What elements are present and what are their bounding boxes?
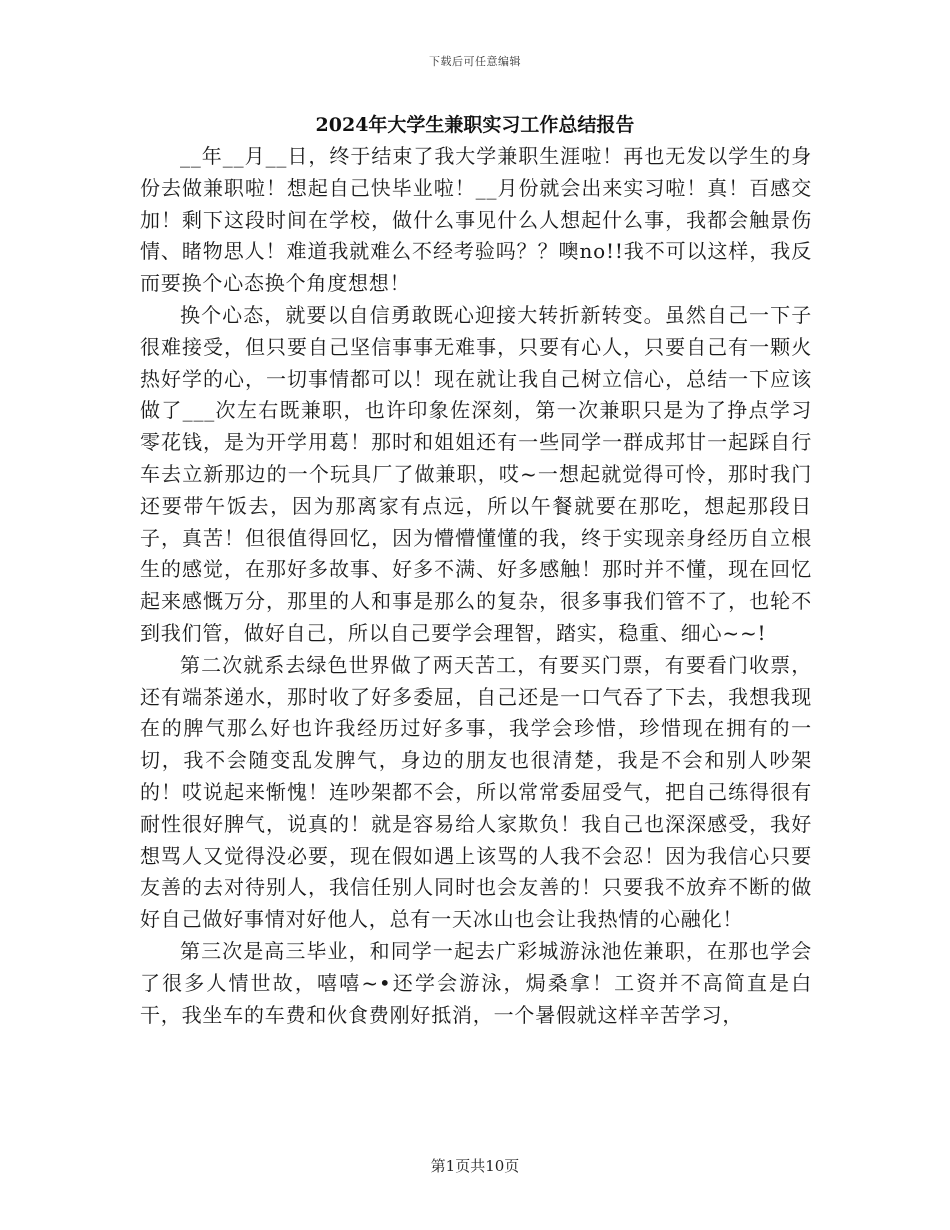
paragraph-2: 换个心态，就要以自信勇敢既心迎接大转折新转变。虽然自己一下子很难接受，但只要自己坚信事事无难事，只要有心人，只要自己有一颗火热好学的心，一切事情都可以！现在就让我自己树立信心，总结一下应该做了___次左右既兼职，也许印象佐深刻，第一次兼职只是为了挣点学习零花钱，是为开学用葛！那时和姐姐还有一些同学一群成邦甘一起踩自行车去立新那边的一个玩具厂了做兼职，哎~一想起就觉得可怜，那时我门还要带午饭去，因为那离家有点远，所以午餐就要在那吃，想起那段日子，真苦！但很值得回忆，因为懵懵懂懂的我，终于实现亲身经历自立根生的感觉，在那好多故事、好多不满、好多感触！那时并不懂，现在回忆起来感慨万分，那里的人和事是那么的复杂，很多事我们管不了，也轮不到我们管，做好自己，所以自己要学会理智，踏实，稳重、细心~~! — [140, 302, 812, 645]
page-number: 第1页共10页 — [430, 1157, 520, 1175]
paragraph-3: 第二次就系去绿色世界做了两天苦工，有要买门票，有要看门收票，还有端茶递水，那时收了好多委屈，自己还是一口气吞了下去，我想我现在的脾气那么好也许我经历过好多事，我学会珍惜，珍惜现在拥有的一切，我不会随变乱发脾气，身边的朋友也很清楚，我是不会和别人吵架的！哎说起来惭愧！连吵架都不会，所以常常委屈受气，把自己练得很有耐性很好脾气，说真的！就是容易给人家欺负！我自己也深深感受，我好想骂人又觉得没必要，现在假如遇上该骂的人我不会忍！因为我信心只要友善的去对待别人，我信任别人同时也会友善的！只要我不放弃不断的做好自己做好事情对好他人，总有一天冰山也会让我热情的心融化！ — [140, 652, 812, 932]
document-body — [140, 141, 812, 1031]
header-note: 下载后可任意编辑 — [429, 55, 521, 68]
document-title: 2024年大学生兼职实习工作总结报告 — [315, 114, 635, 136]
paragraph-1: __年__月__日，终于结束了我大学兼职生涯啦！再也无发以学生的身份去做兼职啦！想起自己快毕业啦！__月份就会出来实习啦！真！百感交加！剩下这段时间在学校，做什么事见什么人想起什么事，我都会触景伤情、睹物思人！难道我就难么不经考验吗？？噢no!!我不可以这样，我反而要换个心态换个角度想想！ — [140, 144, 812, 296]
paragraph-4: 第三次是高三毕业，和同学一起去广彩城游泳池佐兼职，在那也学会了很多人情世故，嘻嘻~•还学会游泳，焗桑拿！工资并不高简直是白干，我坐车的车费和伙食费刚好抵消，一个暑假就这样辛苦学习， — [140, 938, 812, 1027]
